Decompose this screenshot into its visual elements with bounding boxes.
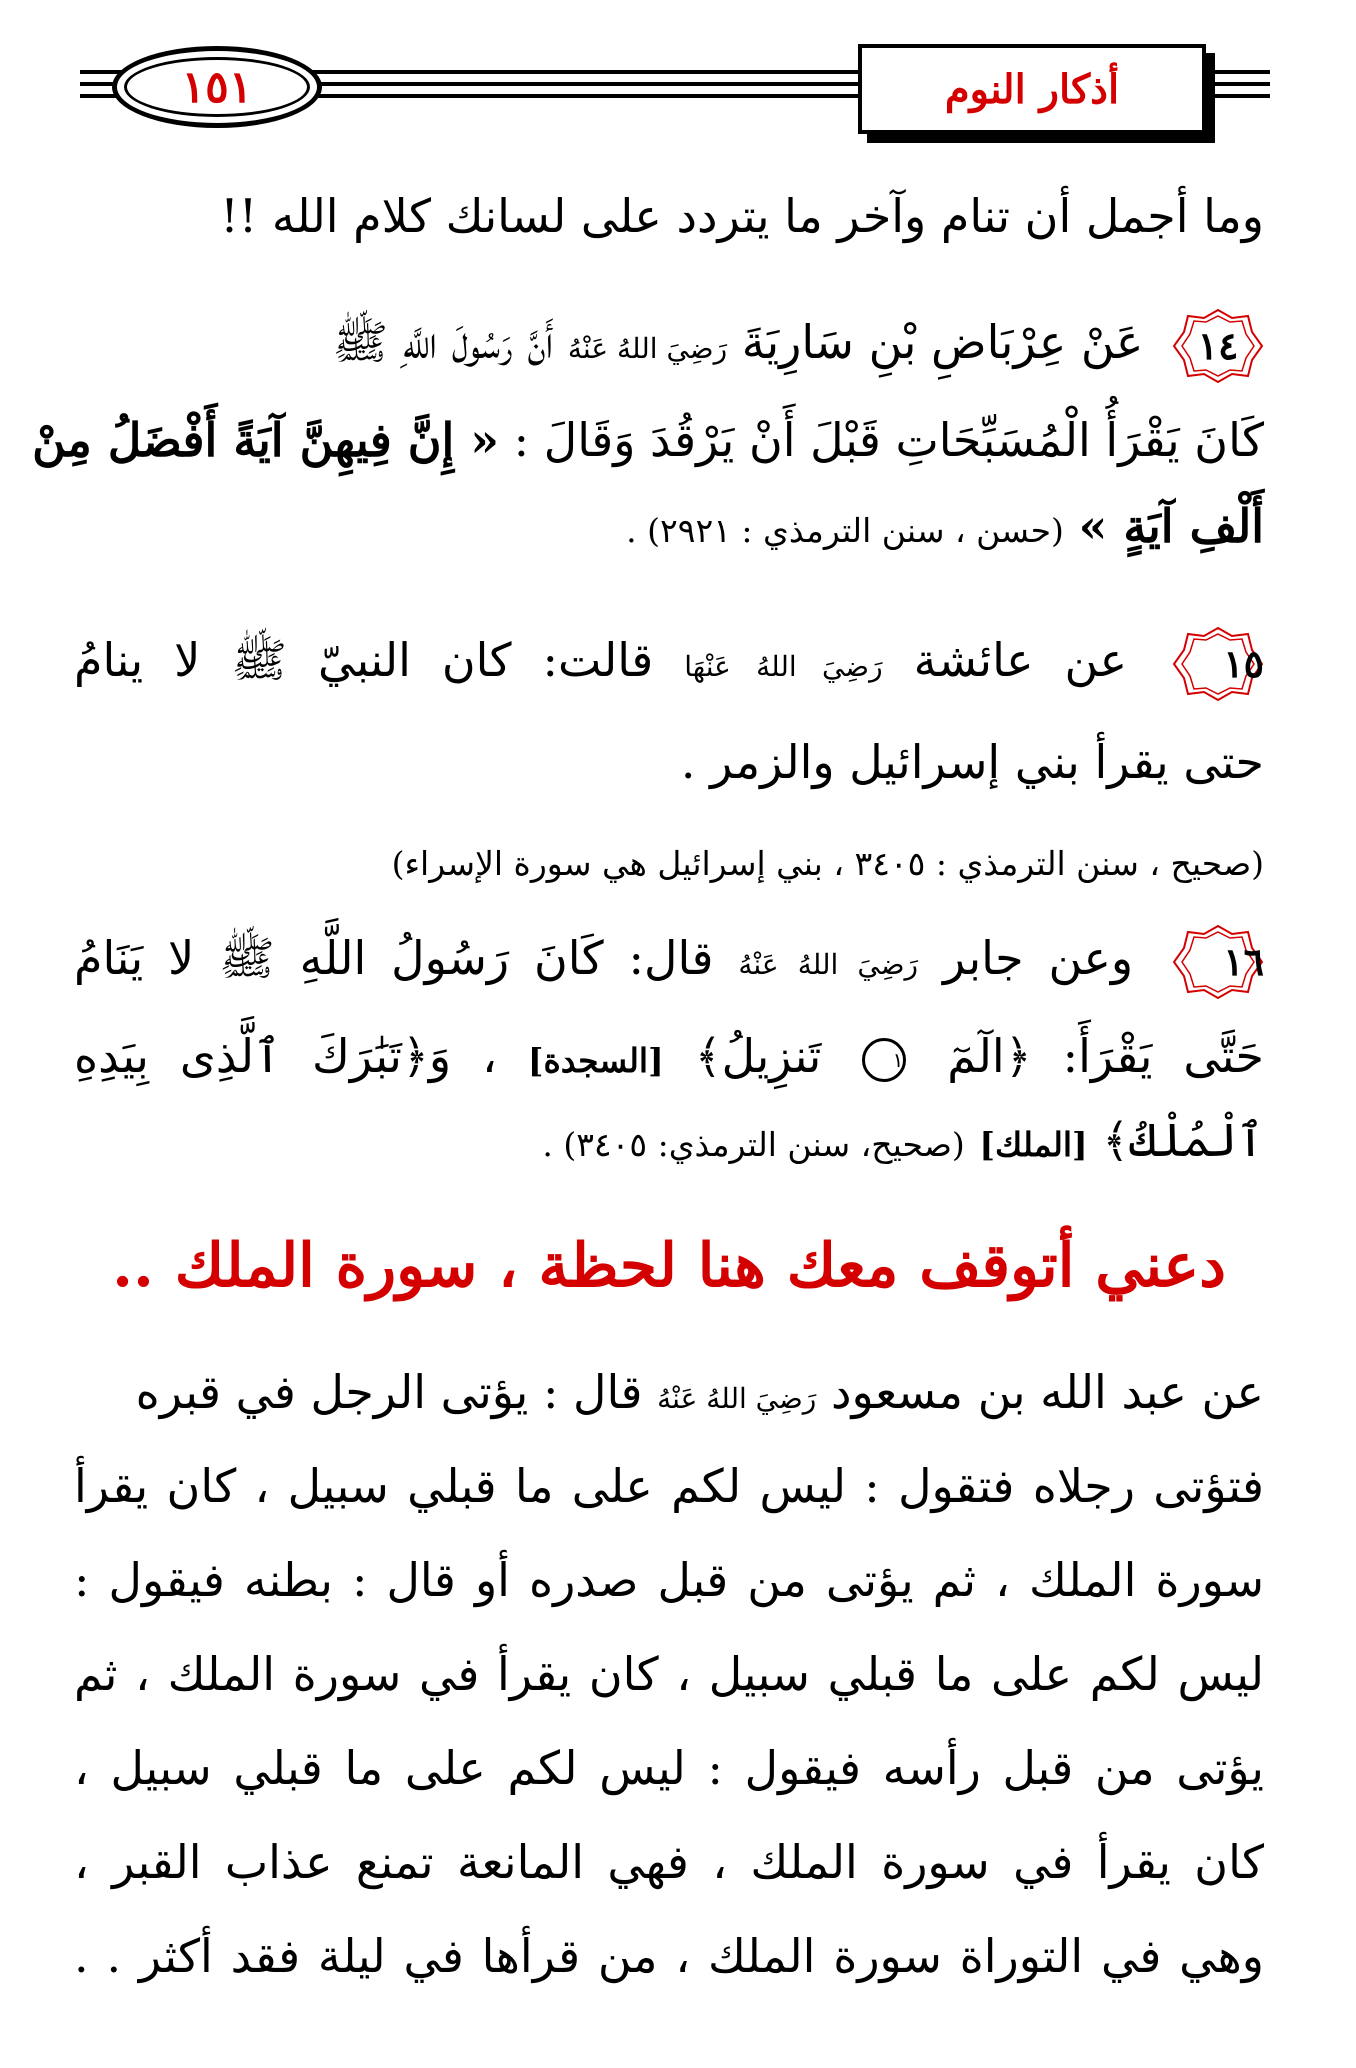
paragraph-line-3: سورة الملك ، ثم يؤتى من قبل صدره أو قال : بطنه فيقول : <box>74 1553 1264 1607</box>
hadith-number-badge-15 <box>1172 626 1264 702</box>
hadith-14-source: (حسن ، سنن الترمذي : ٢٩٢١) . <box>626 511 1064 550</box>
chapter-title: أذكار النوم <box>858 44 1206 134</box>
hadith-number-badge-14 <box>1172 308 1264 384</box>
quran-ayah-alif-lam-mim: ﴿الٓمٓ <box>947 1029 1032 1083</box>
hadith-16-text-a: قال: كَانَ رَسُولُ اللَّهِ <box>299 931 714 985</box>
paragraph-line-2: فتؤتى رجلاه فتقول : ليس لكم على ما قبلي سبيل ، كان يقرأ <box>74 1459 1264 1513</box>
hadith-14-quote-b: أَلْفِ آيَةٍ » <box>1078 499 1264 553</box>
section-headline: دعني أتوقف معك هنا لحظة ، سورة الملك .. <box>112 1231 1226 1301</box>
paragraph-line-6: كان يقرأ في سورة الملك ، فهي المانعة تمنع عذاب القبر ، <box>74 1835 1264 1889</box>
hadith-15-line-2 <box>74 722 1264 802</box>
paragraph-line-5: يؤتى من قبل رأسه فيقول : ليس لكم على ما قبلي سبيل ، <box>74 1741 1264 1795</box>
hadith-14-quote-a: « إِنَّ فِيهِنَّ آيَةً أَفْضَلُ مِنْ <box>32 413 500 467</box>
paragraph-text-b: قال : يؤتى الرجل في قبره <box>135 1365 643 1419</box>
page-number-badge <box>112 46 322 128</box>
ayah-number-marker: ١ <box>862 1038 906 1082</box>
hadith-15-line-1 <box>74 620 1264 707</box>
intro-text: وما أجمل أن تنام وآخر ما يتردد على لسانك كلام الله !! <box>220 189 1264 243</box>
hadith-number-14: ١٤ <box>1197 323 1239 368</box>
hadith-16-text-b: لا يَنَامُ <box>74 931 195 985</box>
hadith-16-source: (صحيح، سنن الترمذي: ٣٤٠٥) . <box>542 1125 965 1164</box>
paragraph-text-a: عن عبد الله بن مسعود <box>830 1365 1264 1419</box>
salutation-pbuh: ﷺ <box>332 315 389 369</box>
hadith-14-line-3 <box>74 486 1264 571</box>
hadith-14-line-1 <box>74 302 1264 389</box>
quran-ayah-tanzil: تَنزِيلُ﴾ <box>694 1029 822 1083</box>
quran-ayah-al-mulk: ٱلْمُلْكُ﴾ <box>1102 1113 1264 1167</box>
honorific-radiallahu-anha: رَضِيَ اللهُ عَنْهَا <box>684 650 883 683</box>
hadith-14-narrator: عَنْ عِرْبَاضِ بْنِ سَارِيَةَ <box>741 315 1144 369</box>
hadith-number-15: ١٥ <box>1223 641 1265 686</box>
surah-name-mulk: [الملك] <box>979 1125 1088 1164</box>
hadith-16-line-2 <box>74 1016 1264 1101</box>
salutation-pbuh: ﷺ <box>231 633 287 687</box>
hadith-14-line-2 <box>32 400 1264 480</box>
honorific-radiallahu: رَضِيَ اللهُ عَنْهُ <box>738 948 919 981</box>
hadith-number-16: ١٦ <box>1223 939 1265 984</box>
hadith-15-narrator: عن عائشة <box>913 633 1128 687</box>
hadith-15-source-line <box>74 824 1264 904</box>
honorific-radiallahu: رَضِيَ اللهُ عَنْهُ <box>567 332 728 365</box>
surah-name-sajdah: [السجدة] <box>527 1041 664 1080</box>
intro-line <box>74 176 1264 256</box>
hadith-15-text-c: حتى يقرأ بني إسرائيل والزمر . <box>680 735 1264 789</box>
hadith-14-text-b: كَانَ يَقْرَأُ الْمُسَبِّحَاتِ قَبْلَ أَنْ يَرْقُدَ وَقَالَ : <box>513 413 1264 467</box>
paragraph-line-7: وهي في التوراة سورة الملك ، من قرأها في ليلة فقد أكثر . . <box>74 1929 1264 1983</box>
hadith-16-line-1 <box>74 918 1264 1005</box>
hadith-16-text-c: حَتَّى يَقْرَأَ: <box>1062 1029 1264 1083</box>
hadith-number-badge-16 <box>1172 924 1264 1000</box>
hadith-15-text-b: لا ينامُ <box>74 633 201 687</box>
hadith-16-narrator: وعن جابر <box>942 931 1134 985</box>
paragraph-line-1 <box>74 1352 1264 1439</box>
honorific-radiallahu: رَضِيَ اللهُ عَنْهُ <box>657 1382 817 1415</box>
hadith-16-line-3 <box>74 1100 1264 1185</box>
quran-ayah-tabarak: ، وَ﴿تَبَٰرَكَ ٱلَّذِى بِيَدِهِ <box>74 1029 497 1083</box>
page-number: ١٥١ <box>124 57 310 117</box>
hadith-14-text-a: أَنَّ رَسُولَ اللَّهِ <box>402 315 554 369</box>
salutation-pbuh: ﷺ <box>219 931 275 985</box>
paragraph-line-4: ليس لكم على ما قبلي سبيل ، كان يقرأ في سورة الملك ، ثم <box>74 1647 1264 1701</box>
hadith-15-text-a: قالت: كان النبيّ <box>317 633 654 687</box>
hadith-15-source: (صحيح ، سنن الترمذي : ٣٤٠٥ ، بني إسرائيل هي سورة الإسراء) <box>391 844 1264 883</box>
